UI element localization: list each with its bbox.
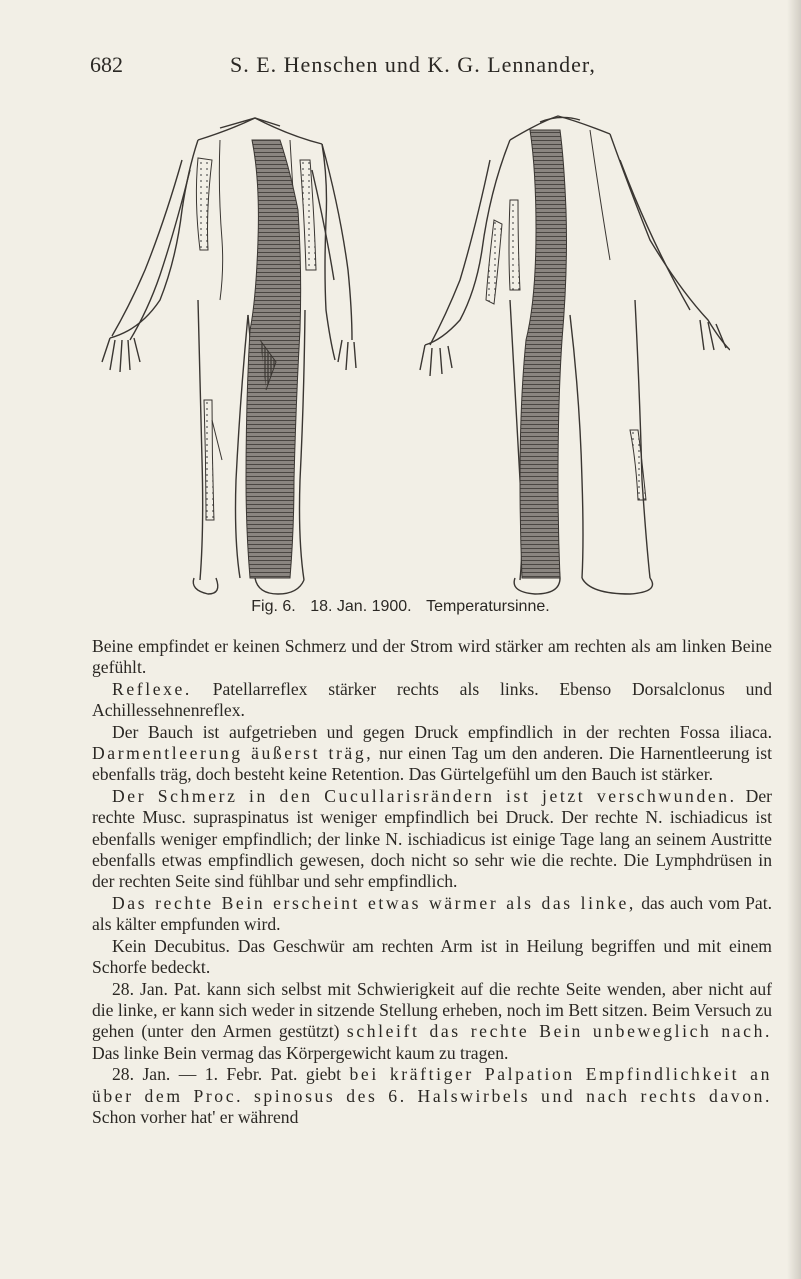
paragraph-5-emphasis: Das rechte Bein erscheint etwas wärmer als das linke,	[112, 892, 636, 913]
paragraph-5	[92, 893, 772, 936]
paragraph-1: Beine empfindet er keinen Schmerz und der Strom wird stärker am rechten als am linken Beine gefühlt.	[92, 636, 772, 678]
page-spine-shadow	[787, 0, 801, 1279]
front-view-figure	[102, 118, 356, 594]
paragraph-3	[92, 722, 772, 786]
running-head: S. E. Henschen und K. G. Lennander,	[230, 52, 596, 77]
paragraph-7-text-b: Das linke Bein vermag das Körpergewicht kaum zu tragen.	[92, 1042, 509, 1063]
back-dotted-area-leg	[630, 430, 646, 500]
paragraph-7-emphasis: schleift das rechte Bein unbeweglich nach.	[346, 1021, 772, 1042]
figure-body-charts	[90, 100, 730, 605]
figure-caption	[0, 598, 801, 616]
caption-figure-number: Fig. 6.	[251, 598, 296, 615]
paragraph-8	[92, 1064, 772, 1128]
paragraph-5-text: das auch vom Pat. als kälter empfunden wird.	[92, 892, 772, 935]
paragraph-4	[92, 786, 772, 893]
body-text	[92, 636, 772, 1128]
caption-title: Temperatursinne.	[426, 598, 550, 615]
back-dotted-area-arm	[486, 220, 502, 304]
back-hatched-region	[520, 130, 567, 578]
page-header	[90, 52, 741, 86]
front-dotted-area-leg	[204, 400, 214, 520]
paragraph-8-emphasis: bei kräftiger Palpation Empfindlichkeit an über dem Proc. spinosus des 6. Halswirbels und nach rechts davon.	[92, 1064, 772, 1106]
back-view-figure	[420, 116, 730, 594]
paragraph-3-text-a: Der Bauch ist aufgetrieben und gegen Druck empfindlich in der rechten Fossa iliaca.	[112, 721, 772, 742]
paragraph-7	[92, 979, 772, 1065]
caption-date: 18. Jan. 1900.	[310, 598, 412, 615]
body-outline-illustration	[90, 100, 730, 605]
paragraph-3-emphasis: Darmentleerung äußerst träg,	[92, 743, 374, 764]
paragraph-2-emphasis: Reflexe.	[112, 678, 192, 699]
paragraph-8-text-b: Schon vorher hat' er während	[92, 1106, 299, 1127]
paragraph-2	[92, 679, 772, 722]
paragraph-3-text-b: nur einen Tag um den anderen. Die Harnentleerung ist ebenfalls träg, doch besteht keine Retention. Das Gürtelgefühl um den Bauch ist stärker.	[92, 743, 772, 785]
paragraph-7-text-a: 28. Jan. Pat. kann sich selbst mit Schwierigkeit auf die rechte Seite wenden, aber nicht auf die linke, er kann sich weder in sitzende Stellung erheben, noch im Bett sitzen. Beim Versuch zu gehen (unter den Armen gestützt)	[92, 978, 772, 1042]
paragraph-6: Kein Decubitus. Das Geschwür am rechten Arm ist in Heilung begriffen und mit einem Schorfe bedeckt.	[92, 935, 772, 978]
page-number: 682	[90, 52, 123, 77]
back-dotted-area-flank	[509, 200, 520, 290]
paragraph-8-text-a: 28. Jan. — 1. Febr. Pat. giebt	[112, 1064, 350, 1085]
front-dotted-area-left	[196, 158, 212, 250]
paragraph-2-text: Patellarreflex stärker rechts als links. Ebenso Dorsalclonus und Achillessehnenreflex.	[92, 678, 772, 721]
paragraph-4-emphasis: Der Schmerz in den Cucullarisrändern ist jetzt verschwunden.	[112, 785, 737, 806]
paragraph-4-text: Der rechte Musc. supraspinatus ist weniger empfindlich bei Druck. Der rechte N. ischiadicus ist ebenfalls weniger empfindlich; der linke N. ischiadicus ist einige Tage lang an seinem Austritte ebenfalls etwas empfindlich gewesen, doch nicht so sehr wie die rechte. Die Lymphdrüsen in der rechten Seite sind fühlbar und sehr empfindlich.	[92, 785, 772, 892]
